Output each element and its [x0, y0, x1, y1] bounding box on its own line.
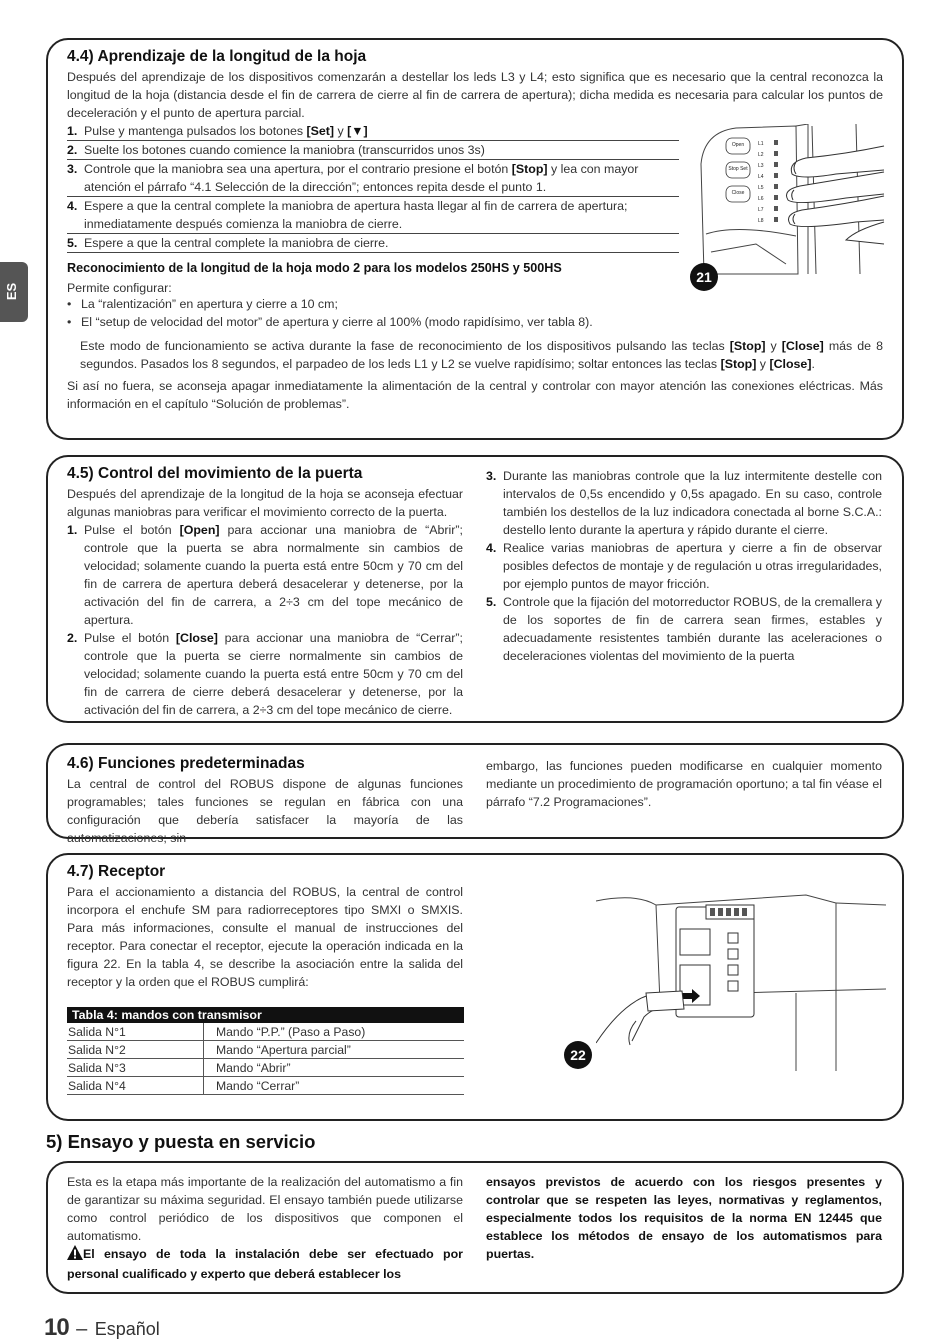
- footer-dash: –: [76, 1318, 88, 1340]
- section-4-4-intro: Después del aprendizaje de los dispositivos comenzarán a destellar los leds L3 y L4; esto significa que es necesario que la central reconozca la longitud de la hoja (distancia desde el fin de carrera de cierre al fin de carrera de apertura); dicha medida es necesaria para calcular los puntos de deceleración y el punto de apertura parcial.: [67, 70, 883, 120]
- panel-button-label: Open: [731, 142, 745, 148]
- check-step: 3. Durante las maniobras controle que la luz intermitente destelle con intervalos de 0,5s encendido y 0,5s apagado. En su caso, controle también los destellos de la luz indicadora conectada al borne S.C.A.: destello lento durante la apertura y rápido durante el cierre.: [486, 469, 882, 537]
- section-4-4-title: 4.4) Aprendizaje de la longitud de la hoja: [67, 48, 367, 65]
- language-side-tab: [0, 262, 28, 322]
- learning-step: 2. Suelte los botones cuando comience la maniobra (transcurridos unos 3s): [67, 141, 679, 160]
- led-label: L3: [758, 163, 764, 169]
- footer-language: Español: [94, 1319, 160, 1339]
- section-4-5-intro: Después del aprendizaje de la longitud de la hoja se aconseja efectuar algunas maniobras para verificar el movimiento correcto de la puerta.: [67, 487, 463, 519]
- config-bullet: • El “setup de velocidad del motor” de apertura y cierre al 100% (modo rapidísimo, ver tabla 8).: [67, 313, 687, 331]
- section-5-col1: [67, 1173, 463, 1283]
- led-label: L8: [758, 218, 764, 224]
- table-row: Salida N°3 Mando “Abrir”: [67, 1059, 464, 1077]
- figure-21-number: 21: [690, 263, 718, 291]
- control-panel-illustration: [696, 124, 886, 276]
- panel-leds: [774, 140, 778, 222]
- section-4-7-title: 4.7) Receptor: [67, 863, 166, 880]
- section-4-5-title: 4.5) Control del movimiento de la puerta: [67, 465, 363, 482]
- section-4-6-title: 4.6) Funciones predeterminadas: [67, 755, 305, 772]
- learning-steps-list: [67, 122, 679, 253]
- receptor-illustration: [596, 893, 886, 1071]
- section-5-intro: Esta es la etapa más importante de la realización del automatismo a fin de garantizar su máxima seguridad. El ensayo también puede utilizarse como control periódico de los dispositivos que componen el automatismo.: [67, 1175, 463, 1243]
- led-label: L1: [758, 141, 764, 147]
- language-code: ES: [4, 282, 20, 301]
- section-4-5-col2: [486, 467, 882, 665]
- panel-button-label: Stop Set: [728, 166, 748, 172]
- figure-22: [596, 893, 886, 1071]
- led-label: L4: [758, 174, 764, 180]
- section-4-4-warning: Si así no fuera, se aconseja apagar inmediatamente la alimentación de la central y controlar con mayor atención las conexiones eléctricas. Más información en el capítulo “Solución de problemas”.: [67, 379, 883, 411]
- board-drawing: [676, 905, 754, 1017]
- page-number: 10: [44, 1314, 69, 1341]
- mode2-description: Este modo de funcionamiento se activa durante la fase de reconocimiento de los dispositivos pulsando las teclas [Stop] y [Close] más de 8 segundos. Pasados los 8 segundos, el parpadeo de los leds L1 y L2 se vuelve rapidísimo; soltar entonces las teclas [Stop] y [Close].: [80, 339, 883, 371]
- section-4-6-col1: La central de control del ROBUS dispone de algunas funciones programables; tales funciones se regulan en fábrica con una configuración que debería satisfacer la mayoría de las automatizaciones; sin: [67, 777, 463, 845]
- config-bullets: [67, 295, 687, 331]
- hand-drawing: [596, 991, 684, 1045]
- section-4-5-col1: [67, 485, 463, 719]
- learning-step: 1. Pulse y mantenga pulsados los botones [Set] y [▼]: [67, 122, 679, 141]
- section-4-7-text: Para el accionamiento a distancia del ROBUS, la central de control incorpora el enchufe SM para radiorreceptores tipo SMXI o SMXIS. Para más informaciones, consulte el manual de instrucciones del receptor. Para conectar el receptor, ejecute la operación indicada en la figura 22. En la tabla 4, se describe la asociación entre la salida del receptor y la orden que el ROBUS cumplirá:: [67, 885, 463, 989]
- table-row: Salida N°4 Mando “Cerrar”: [67, 1077, 464, 1095]
- warning-icon: [67, 1245, 83, 1265]
- table-4: [67, 1007, 464, 1095]
- check-step: 2. Pulse el botón [Close] para accionar una maniobra de “Cerrar”; controle que la puerta se cierre normalmente sin cambios de velocidad; solamente cuando la puerta está entre 50cm y 70 cm del fin de carrera de cierre deberá desacelerar y detenerse, por la activación del fin de carrera, a 2÷3 cm del tope mecánico de cierre.: [67, 631, 463, 717]
- led-label: L2: [758, 152, 764, 158]
- section-5-warning: El ensayo de toda la instalación debe ser efectuado por personal cualificado y experto que deberá establecer los: [67, 1247, 463, 1281]
- check-step: 4. Realice varias maniobras de apertura y cierre a fin de observar posibles defectos de montaje y de regulación u otras irregularidades, por ejemplo puntos de mayor fricción.: [486, 541, 882, 591]
- learning-step: 4. Espere a que la central complete la maniobra de apertura hasta llegar al fin de carrera de apertura; inmediatamente después comienza la maniobra de cierre.: [67, 197, 679, 234]
- learning-step: 3. Controle que la maniobra sea una apertura, por el contrario presione el botón [Stop] y lea con mayor atención el párrafo “4.1 Selección de la dirección”; entonces repita desde el punto 1.: [67, 160, 679, 197]
- table-4-title: Tabla 4: mandos con transmisor: [67, 1007, 464, 1023]
- page-footer: [44, 1314, 160, 1344]
- learning-step: 5. Espere a que la central complete la maniobra de cierre.: [67, 234, 679, 253]
- section-5-col2: ensayos previstos de acuerdo con los riesgos presentes y controlar que se respeten las leyes, normativas y reglamentos, especialmente todos los requisitos de la norma EN 12445 que establece los métodos de ensayo de los automatismos para puertas.: [486, 1175, 882, 1261]
- led-label: L6: [758, 196, 764, 202]
- check-step: 5. Controle que la fijación del motorreductor ROBUS, de la cremallera y de los soportes de fin de carrera sean firmes, estables y adecuadamente resistentes también durante las aceleraciones o deceleraciones violentas del movimiento de la puerta: [486, 595, 882, 663]
- table-row: Salida N°2 Mando “Apertura parcial”: [67, 1041, 464, 1059]
- panel-button-label: Close: [731, 190, 745, 196]
- config-label: Permite configurar:: [67, 281, 172, 295]
- table-row: Salida N°1 Mando “P.P.” (Paso a Paso): [67, 1023, 464, 1041]
- config-bullet: • La “ralentización” en apertura y cierre a 10 cm;: [67, 295, 687, 313]
- mode2-subtitle: Reconocimiento de la longitud de la hoja modo 2 para los modelos 250HS y 500HS: [67, 261, 562, 275]
- figure-21: [696, 124, 886, 276]
- section-5-title: 5) Ensayo y puesta en servicio: [46, 1131, 316, 1152]
- led-label: L5: [758, 185, 764, 191]
- hand-drawing: [787, 146, 885, 244]
- led-label: L7: [758, 207, 764, 213]
- figure-22-number: 22: [564, 1041, 592, 1069]
- section-4-6-col2: embargo, las funciones pueden modificarse en cualquier momento mediante un procedimiento de programación oportuno; a tal fin véase el párrafo “7.2 Programaciones”.: [486, 759, 882, 809]
- check-step: 1. Pulse el botón [Open] para accionar una maniobra de “Abrir”; controle que la puerta se abra normalmente sin cambios de velocidad; solamente cuando la puerta está entre 50cm y 70 cm del fin de carrera de apertura deberá desacelerar y detenerse, por la activación del fin de carrera, a 2÷3 cm del tope mecánico de apertura.: [67, 523, 463, 627]
